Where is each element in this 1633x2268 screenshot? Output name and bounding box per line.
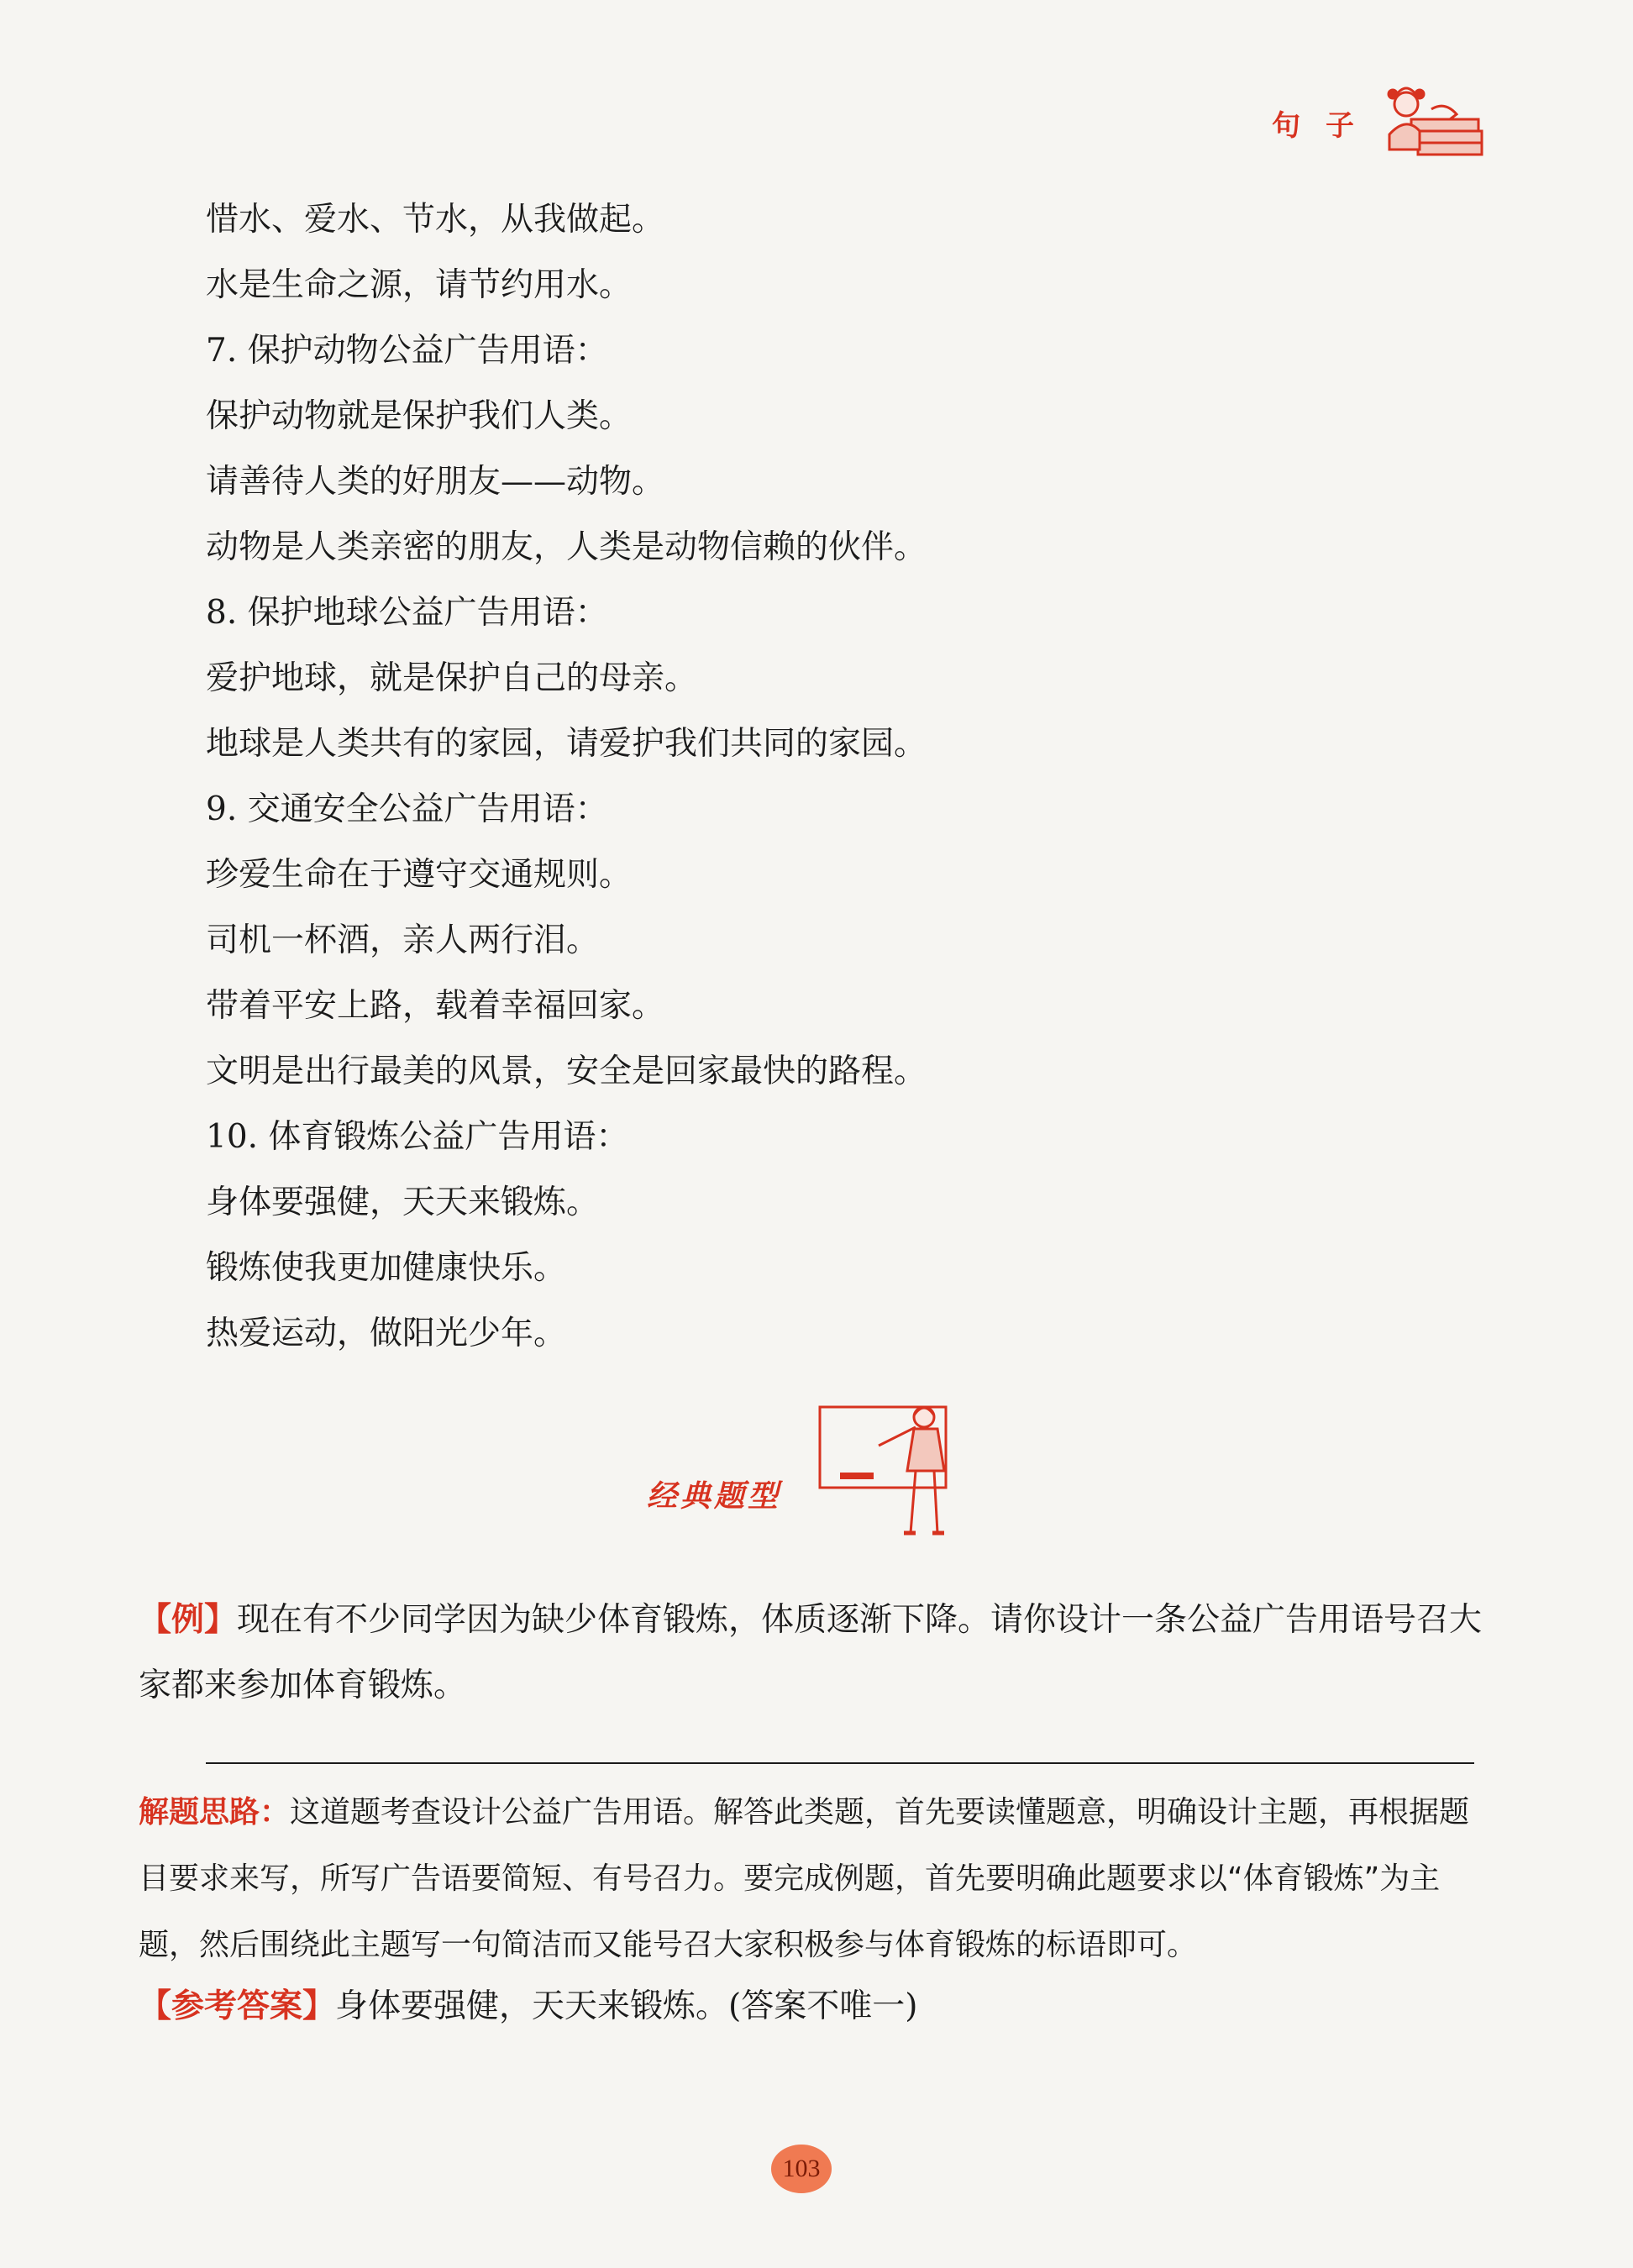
section-title: 经典题型 — [647, 1479, 782, 1514]
text-line: 保护动物就是保护我们人类。 — [206, 397, 633, 435]
text-line: 9. 交通安全公益广告用语： — [206, 790, 608, 828]
example-tag: 【例】 — [139, 1601, 238, 1639]
reference-answer — [139, 1974, 1483, 2040]
answer-blank-line — [206, 1762, 1474, 1764]
text-line: 珍爱生命在于遵守交通规则。 — [206, 856, 633, 894]
text-line: 热爱运动，做阳光少年。 — [206, 1315, 567, 1352]
answer-tag: 【参考答案】 — [139, 1987, 336, 2025]
text-line: 惜水、爱水、节水，从我做起。 — [206, 201, 665, 239]
girl-reading-books-icon — [1381, 72, 1490, 165]
text-line: 地球是人类共有的家园，请爱护我们共同的家园。 — [206, 725, 927, 763]
text-line: 8. 保护地球公益广告用语： — [206, 594, 608, 632]
example-question — [139, 1588, 1483, 1719]
teacher-at-blackboard-icon — [815, 1399, 958, 1546]
page-header — [1272, 72, 1490, 165]
text-line: 爱护地球，就是保护自己的母亲。 — [206, 659, 698, 697]
text-line: 带着平安上路，载着幸福回家。 — [206, 987, 665, 1025]
section-banner — [647, 1399, 966, 1546]
text-line: 请善待人类的好朋友——动物。 — [206, 463, 665, 501]
page-number-badge: 103 — [771, 2145, 832, 2193]
chapter-title: 句子 — [1272, 109, 1379, 143]
answer-text: 身体要强健，天天来锻炼。(答案不唯一) — [335, 1987, 918, 2025]
text-line: 7. 保护动物公益广告用语： — [206, 332, 608, 370]
text-line: 司机一杯酒，亲人两行泪。 — [206, 921, 600, 959]
text-line: 水是生命之源，请节约用水。 — [206, 266, 633, 304]
text-line: 文明是出行最美的风景，安全是回家最快的路程。 — [206, 1053, 927, 1090]
text-line: 10. 体育锻炼公益广告用语： — [206, 1118, 629, 1156]
text-line: 身体要强健，天天来锻炼。 — [206, 1184, 600, 1221]
analysis-tag: 解题思路： — [139, 1795, 291, 1830]
example-text: 现在有不少同学因为缺少体育锻炼，体质逐渐下降。请你设计一条公益广告用语号召大家都来参加体育锻炼。 — [139, 1601, 1483, 1704]
analysis-paragraph — [139, 1779, 1483, 1978]
text-line: 动物是人类亲密的朋友，人类是动物信赖的伙伴。 — [206, 528, 927, 566]
text-line: 锻炼使我更加健康快乐。 — [206, 1249, 567, 1287]
analysis-text: 这道题考查设计公益广告用语。解答此类题，首先要读懂题意，明确设计主题，再根据题目要求来写，所写广告语要简短、有号召力。要完成例题，首先要明确此题要求以“体育锻炼”为主题，然后围绕此主题写一句简洁而又能号召大家积极参与体育锻炼的标语即可。 — [139, 1795, 1470, 1962]
